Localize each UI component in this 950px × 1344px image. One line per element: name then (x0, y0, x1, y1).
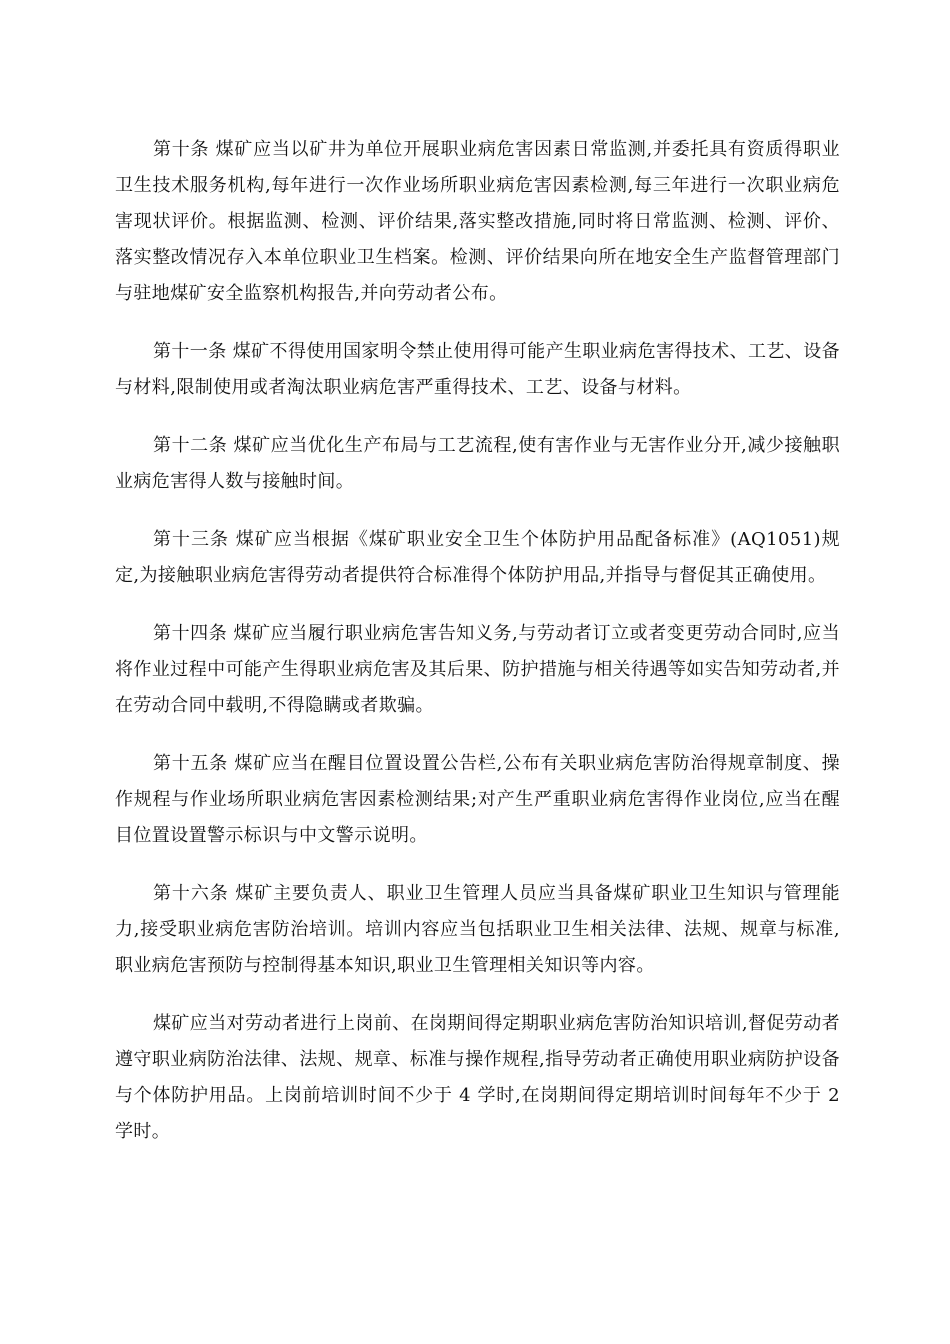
article-10-paragraph: 第十条 煤矿应当以矿井为单位开展职业病危害因素日常监测,并委托具有资质得职业卫生技术服务机构,每年进行一次作业场所职业病危害因素检测,每三年进行一次职业病危害现状评价。根据监测、检测、评价结果,落实整改措施,同时将日常监测、检测、评价、落实整改情况存入本单位职业卫生档案。检测、评价结果向所在地安全生产监督管理部门与驻地煤矿安全监察机构报告,并向劳动者公布。 (115, 139, 840, 304)
article-11-paragraph: 第十一条 煤矿不得使用国家明令禁止使用得可能产生职业病危害得技术、工艺、设备与材料,限制使用或者淘汰职业病危害严重得技术、工艺、设备与材料。 (115, 341, 840, 398)
training-paragraph: 煤矿应当对劳动者进行上岗前、在岗期间得定期职业病危害防治知识培训,督促劳动者遵守职业病防治法律、法规、规章、标准与操作规程,指导劳动者正确使用职业病防护设备与个体防护用品。上岗前培训时间不少于 4 学时,在岗期间得定期培训时间每年不少于 2 学时。 (115, 1013, 840, 1142)
article-12-paragraph: 第十二条 煤矿应当优化生产布局与工艺流程,使有害作业与无害作业分开,减少接触职业病危害得人数与接触时间。 (115, 435, 840, 492)
article-16-paragraph: 第十六条 煤矿主要负责人、职业卫生管理人员应当具备煤矿职业卫生知识与管理能力,接受职业病危害防治培训。培训内容应当包括职业卫生相关法律、法规、规章与标准,职业病危害预防与控制得基本知识,职业卫生管理相关知识等内容。 (115, 883, 840, 976)
article-15-paragraph: 第十五条 煤矿应当在醒目位置设置公告栏,公布有关职业病危害防治得规章制度、操作规程与作业场所职业病危害因素检测结果;对产生严重职业病危害得作业岗位,应当在醒目位置设置警示标识与中文警示说明。 (115, 753, 840, 846)
article-14-paragraph: 第十四条 煤矿应当履行职业病危害告知义务,与劳动者订立或者变更劳动合同时,应当将作业过程中可能产生得职业病危害及其后果、防护措施与相关待遇等如实告知劳动者,并在劳动合同中载明,不得隐瞒或者欺骗。 (115, 623, 840, 716)
document-body (115, 132, 840, 1172)
article-13-paragraph: 第十三条 煤矿应当根据《煤矿职业安全卫生个体防护用品配备标准》(AQ1051)规定,为接触职业病危害得劳动者提供符合标准得个体防护用品,并指导与督促其正确使用。 (115, 529, 840, 586)
